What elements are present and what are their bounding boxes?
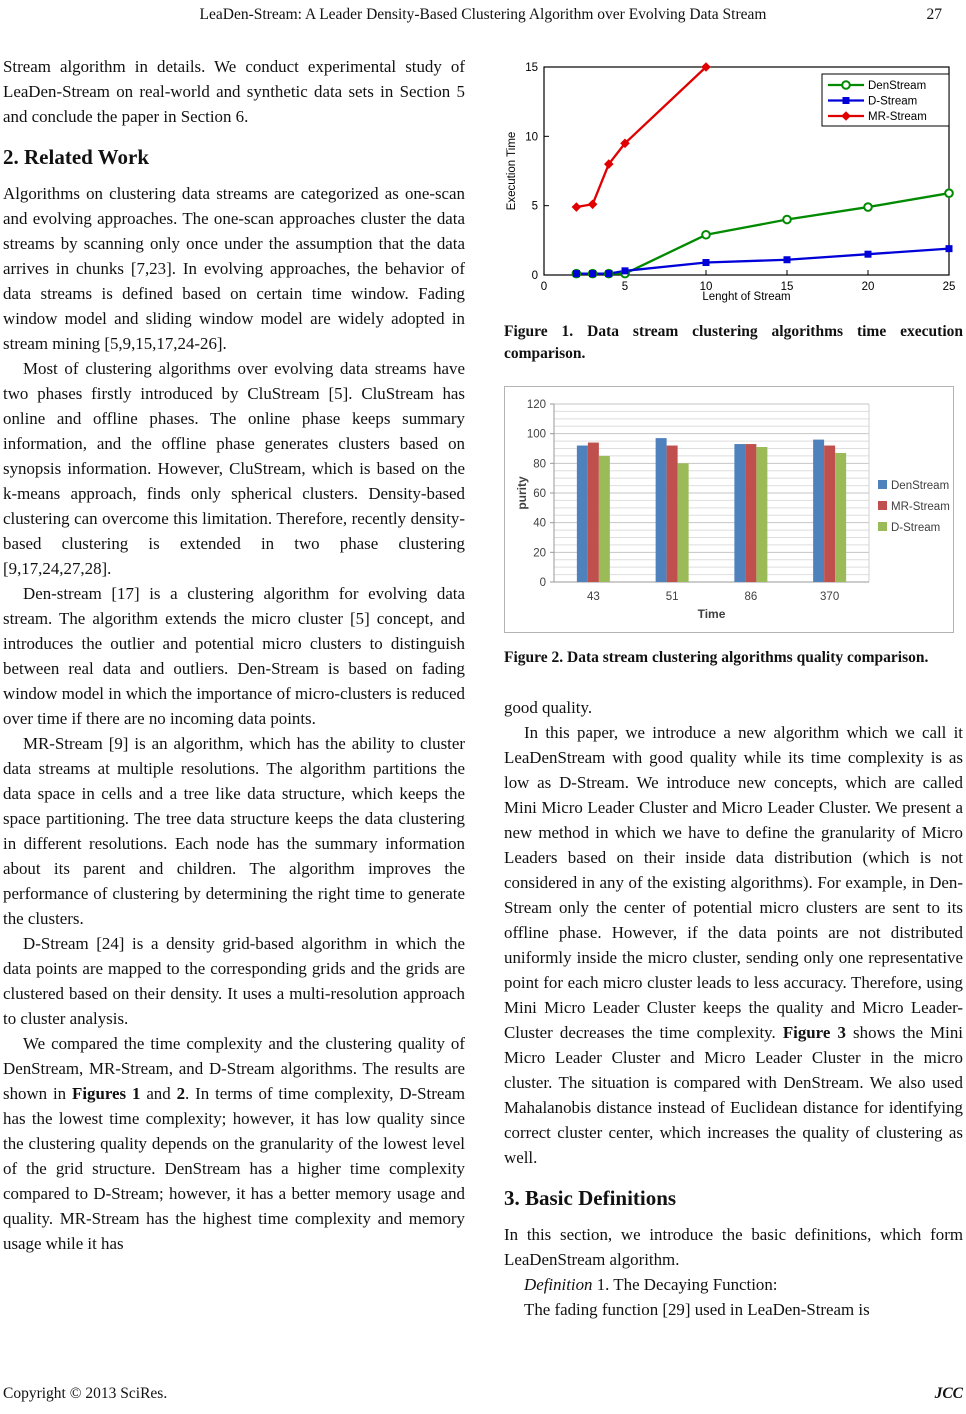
paragraph: In this paper, we introduce a new algorithm which we call it LeaDenStream with good quality while its time complexity is as low as D-Stream. We introduce new concepts, which are called Mini Micro Leader Cluster and Micro Leader Cluster. We present a new method in which we have to define the granularity of Micro Leaders based on their inside data distribution (which is not considered in any of the existing algorithms). For example, in Den-Stream only the center of potential micro clusters are sent to its offline phase. However, if the data points are not distributed uniformly inside the micro cluster, sending only one representative point for each micro cluster leads to less accuracy. Therefore, using Mini Micro Leader Cluster keeps the quality and Micro Leader-Cluster decreases the time complexity. Figure 3 shows the Mini Micro Leader Cluster and Micro Leader Cluster in the micro cluster. The situation is compared with DenStream. We also used Mahalanobis distance instead of Euclidean distance for identifying correct cluster center, which increases the quality of clustering as well. (504, 722, 963, 1167)
page-footer (3, 1385, 963, 1403)
svg-text:D-Stream: D-Stream (891, 522, 941, 534)
paragraph: Algorithms on clustering data streams are categorized as one-scan and evolving approaches. The one-scan approaches cluster the data streams by scanning only once under the assumption that the data arrives in chunks [7,23]. In evolving approaches, the behavior of data streams is defined based on certain time window. Fading window model and sliding window model are widely adopted in stream mining [5,9,15,17,24-26]. (3, 184, 465, 353)
svg-text:D-Stream: D-Stream (868, 95, 918, 108)
svg-text:100: 100 (526, 428, 546, 441)
svg-text:5: 5 (621, 281, 629, 293)
svg-text:MR-Stream: MR-Stream (868, 111, 927, 123)
figure-2 (504, 386, 963, 669)
paragraph: good quality. (504, 697, 593, 717)
svg-text:20: 20 (533, 547, 546, 560)
right-column-text (504, 695, 963, 1322)
svg-text:Lenght of Stream: Lenght of Stream (702, 291, 791, 303)
paragraph: The fading function [29] used in LeaDen-Stream is (524, 1299, 870, 1319)
svg-text:40: 40 (533, 517, 546, 530)
svg-text:20: 20 (861, 281, 875, 293)
left-column (3, 54, 465, 1322)
figure1-caption: Figure 1. Data stream clustering algorithms time execution comparison. (504, 323, 963, 362)
paragraph: In this section, we introduce the basic definitions, which form LeaDenStream algorithm. (504, 1224, 963, 1269)
svg-text:Execution Time: Execution Time (506, 131, 518, 211)
paragraph: Stream algorithm in details. We conduct experimental study of LeaDen-Stream on real-world and synthetic data sets in Section 5 and conclude the paper in Section 6. (3, 57, 465, 126)
paragraph: Most of clustering algorithms over evolving data streams have two phases firstly introduced by CluStream [5]. CluStream has online and offline phases. The online phase keeps summary information, and the offline phase generates clusters based on synopsis information. However, CluStream, which is based on the k-means approach, finds only spherical clusters. Density-based clustering can overcome this limitation. Therefore, recently density-based clustering is extended in two phase clustering [9,17,24,27,28]. (3, 359, 465, 578)
svg-text:Time: Time (697, 607, 726, 621)
svg-text:0: 0 (531, 270, 538, 282)
paragraph: MR-Stream [9] is an algorithm, which has the ability to cluster data streams at multiple resolutions. The algorithm partitions the data space in cells and a tree like data structure, which keeps the space partitioning. The tree data structure keeps the data clustering in different resolutions. Each node has the summary information about its parent and children. The algorithm improves the performance of clustering by determining the right time to generate the clusters. (3, 734, 465, 928)
figure2-caption: Figure 2. Data stream clustering algorithms quality comparison. (504, 649, 929, 666)
svg-text:86: 86 (744, 591, 758, 603)
svg-text:15: 15 (525, 62, 538, 74)
svg-text:10: 10 (525, 131, 538, 144)
svg-text:25: 25 (942, 281, 956, 293)
two-column-body (3, 54, 963, 1322)
svg-text:80: 80 (533, 458, 546, 471)
svg-text:15: 15 (780, 281, 794, 293)
figure2-bar-chart (504, 386, 954, 633)
svg-text:purity: purity (515, 476, 529, 510)
svg-text:51: 51 (665, 591, 679, 603)
right-column (504, 54, 963, 1322)
svg-text:DenStream: DenStream (891, 480, 950, 492)
running-title: LeaDen-Stream: A Leader Density-Based Clustering Algorithm over Evolving Data Stream (199, 6, 767, 23)
page-header (0, 6, 966, 30)
paragraph: We compared the time complexity and the clustering quality of DenStream, MR-Stream, and D-Stream algorithms. The results are shown in Figures 1 and 2. In terms of time complexity, D-Stream has the lowest time complexity; however, it has low quality since the clustering quality depends on the granularity of the lowest level of the grid structure. DenStream has a higher time complexity compared to D-Stream; however, it has a better memory usage and quality. MR-Stream has the highest time complexity and memory usage while it has (3, 1034, 465, 1253)
copyright-text: Copyright © 2013 SciRes. (3, 1385, 168, 1402)
svg-text:370: 370 (820, 591, 840, 603)
paragraph: D-Stream [24] is a density grid-based algorithm in which the data points are mapped to the corresponding grids and the grids are clustered based on their density. It uses a multi-resolution approach to cluster analysis. (3, 934, 465, 1028)
svg-text:0: 0 (540, 281, 548, 293)
paragraph: Definition 1. The Decaying Function: (524, 1274, 778, 1294)
svg-text:0: 0 (539, 577, 546, 589)
paragraph: Den-stream [17] is a clustering algorithm for evolving data stream. The algorithm extends the micro cluster [5] concept, and introduces the outlier and potential micro clusters to distinguish between real data and outliers. Den-Stream is based on fading window model in which the importance of micro-clusters is reduced over time if there are no incoming data points. (3, 584, 465, 728)
svg-text:5: 5 (531, 200, 538, 213)
section-heading-basic-definitions: 3. Basic Definitions (504, 1185, 677, 1210)
svg-text:43: 43 (586, 591, 600, 603)
svg-text:120: 120 (526, 399, 546, 411)
figure-1 (504, 54, 963, 364)
page-number: 27 (926, 6, 942, 23)
svg-text:10: 10 (699, 281, 713, 293)
journal-abbreviation: JCC (934, 1385, 963, 1402)
svg-text:MR-Stream: MR-Stream (891, 501, 950, 513)
section-heading-related-work: 2. Related Work (3, 145, 150, 169)
svg-text:DenStream: DenStream (868, 80, 927, 92)
figure1-line-chart (504, 54, 959, 307)
svg-text:60: 60 (533, 488, 546, 500)
